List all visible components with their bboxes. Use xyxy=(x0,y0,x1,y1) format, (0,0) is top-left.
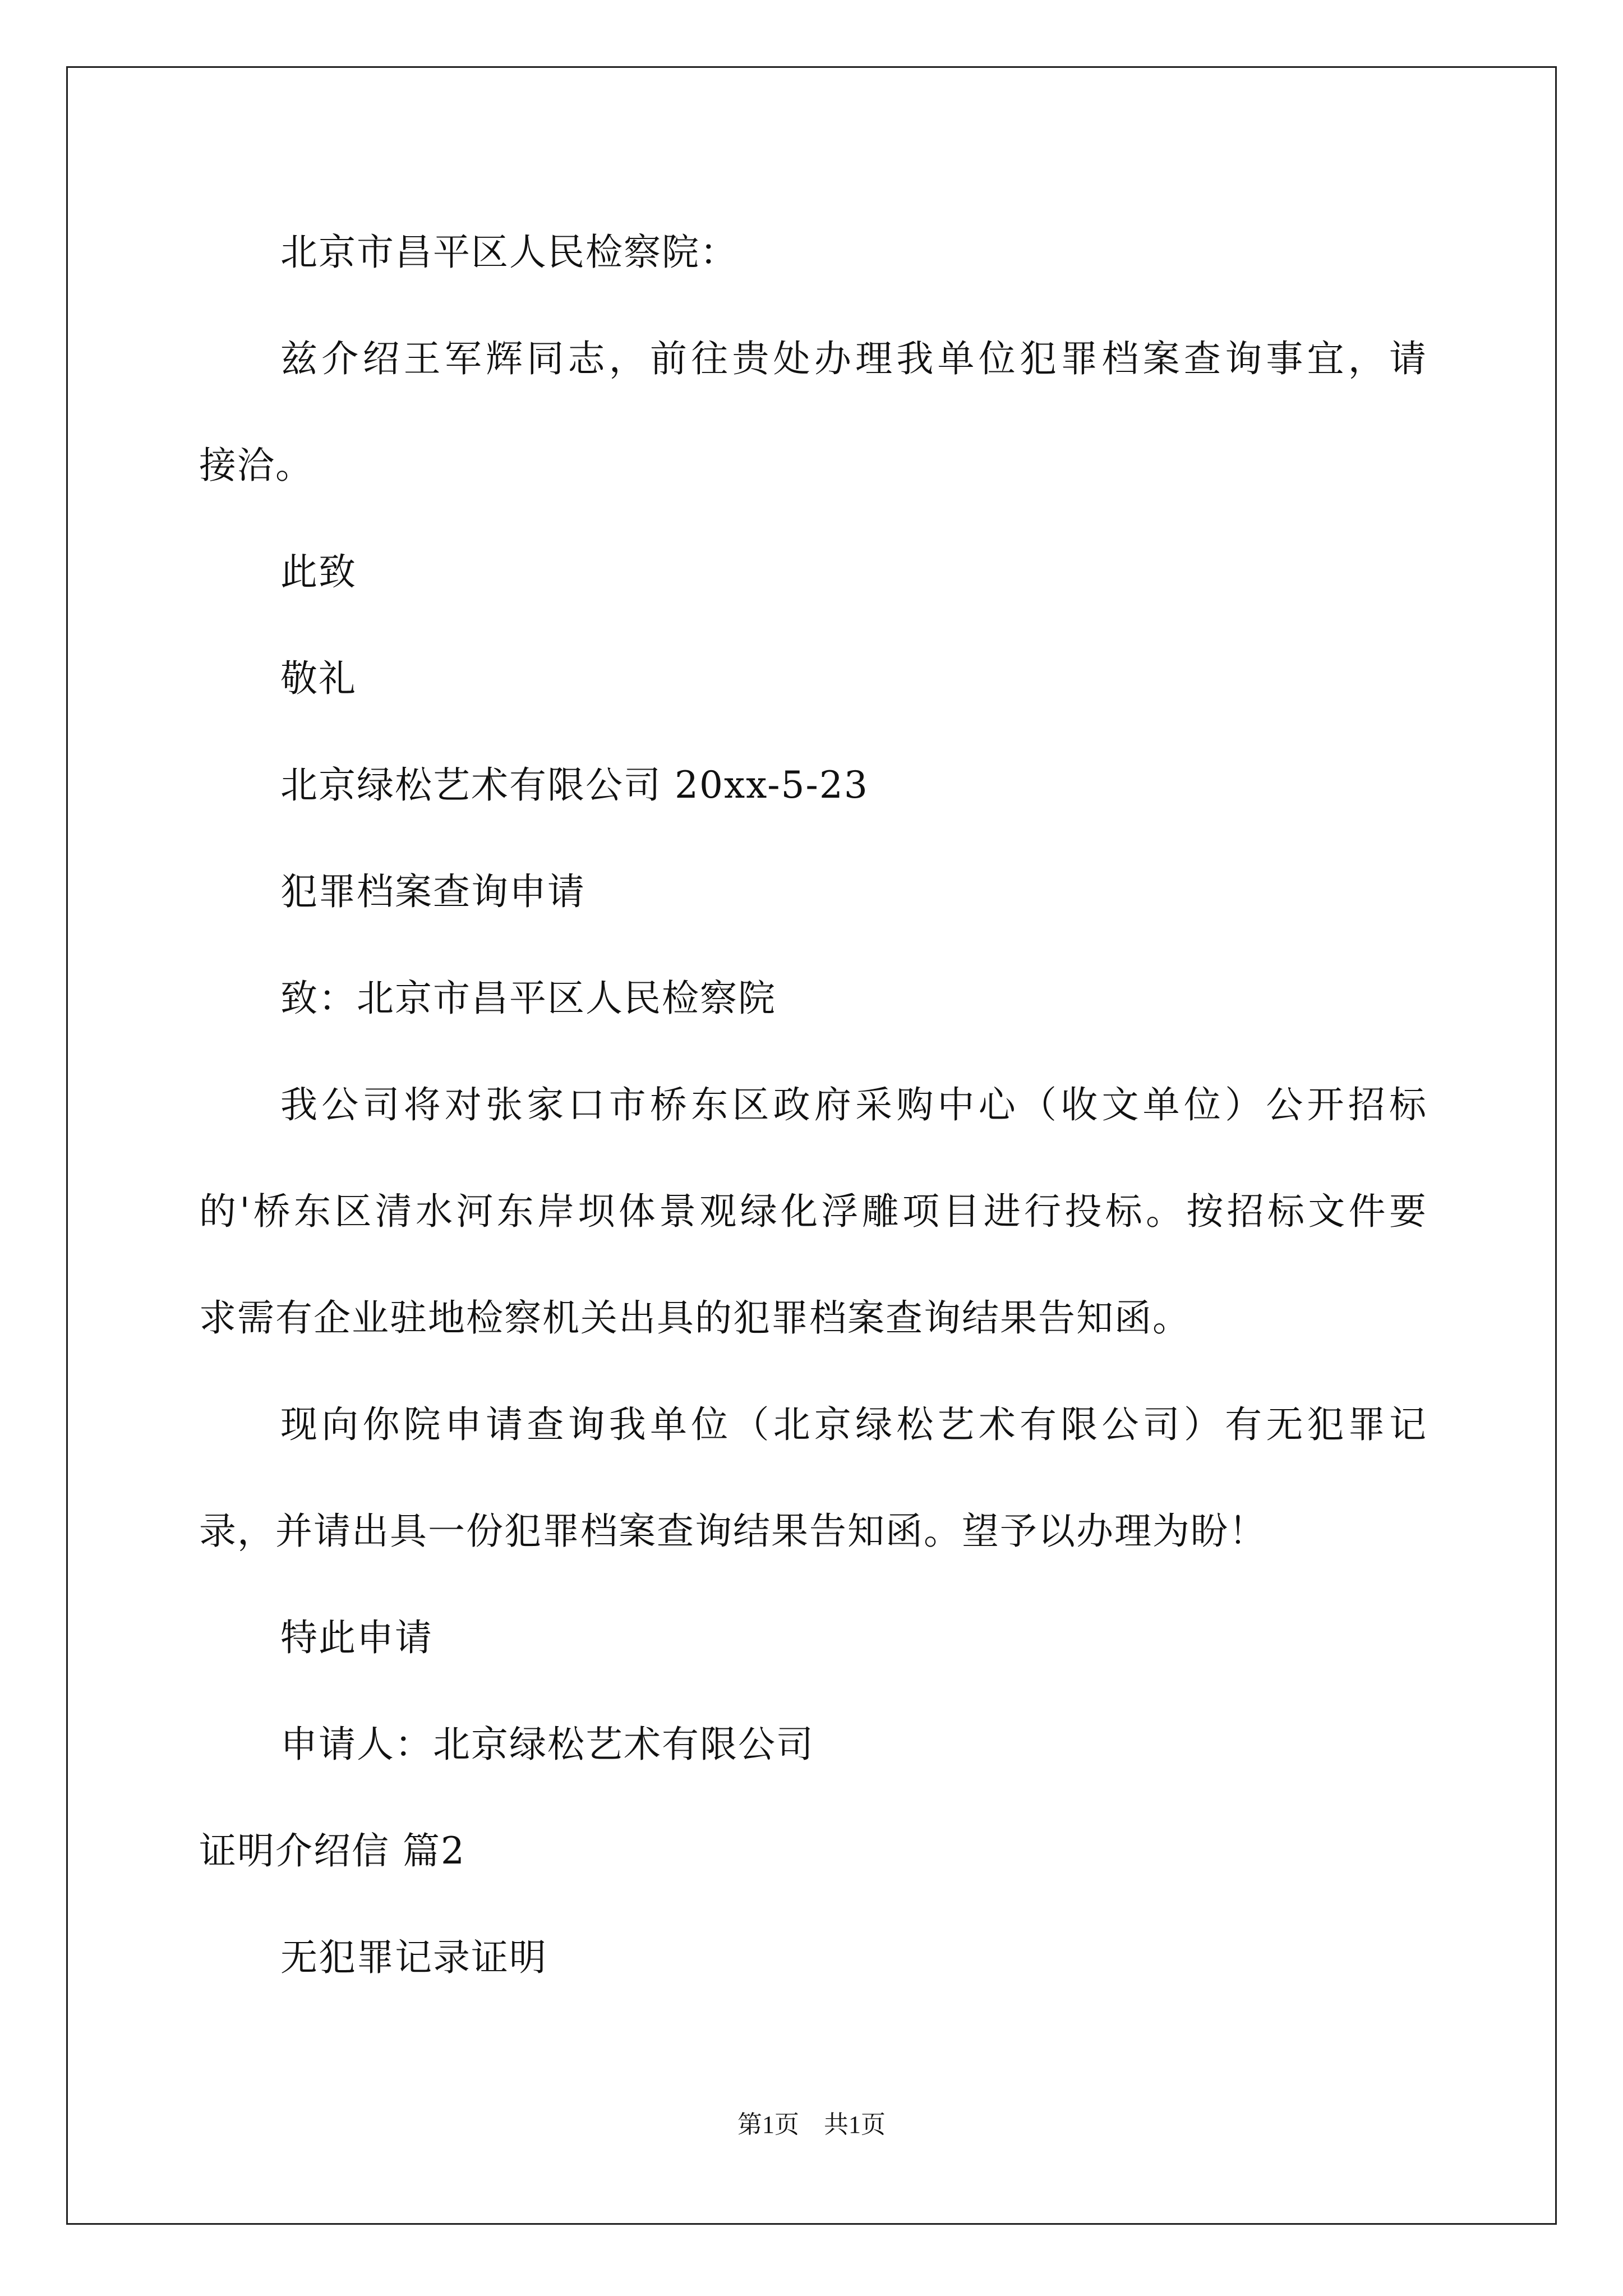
body-paragraph-line: 兹介绍王军辉同志，前往贵处办理我单位犯罪档案查询事宜，请 xyxy=(280,337,1427,380)
closing-line: 特此申请 xyxy=(280,1616,433,1659)
page-footer: 第1页 共1页 xyxy=(737,2111,886,2138)
body-paragraph-line: 录，并请出具一份犯罪档案查询结果告知函。望予以办理为盼！ xyxy=(199,1510,1267,1553)
addressee-line: 致：北京市昌平区人民检察院 xyxy=(280,977,776,1020)
signature-date-line: 北京绿松艺术有限公司 20xx-5-23 xyxy=(280,763,869,807)
closing-line: 敬礼 xyxy=(280,657,357,700)
body-paragraph-line: 的'桥东区清水河东岸坝体景观绿化浮雕项目进行投标。按招标文件要 xyxy=(199,1190,1427,1233)
body-paragraph-line: 接洽。 xyxy=(199,444,313,487)
body-paragraph-line: 现向你院申请查询我单位（北京绿松艺术有限公司）有无犯罪记 xyxy=(280,1403,1427,1446)
body-paragraph-line: 我公司将对张家口市桥东区政府采购中心（收文单位）公开招标 xyxy=(280,1083,1427,1126)
section-title: 犯罪档案查询申请 xyxy=(280,870,585,913)
applicant-line: 申请人：北京绿松艺术有限公司 xyxy=(280,1723,814,1766)
section-title: 无犯罪记录证明 xyxy=(280,1936,547,1979)
salutation: 北京市昌平区人民检察院： xyxy=(280,231,738,274)
page-border xyxy=(66,66,1557,2225)
closing-line: 此致 xyxy=(280,550,357,593)
body-paragraph-line: 求需有企业驻地检察机关出具的犯罪档案查询结果告知函。 xyxy=(199,1296,1191,1340)
section-heading: 证明介绍信 篇2 xyxy=(199,1829,465,1872)
